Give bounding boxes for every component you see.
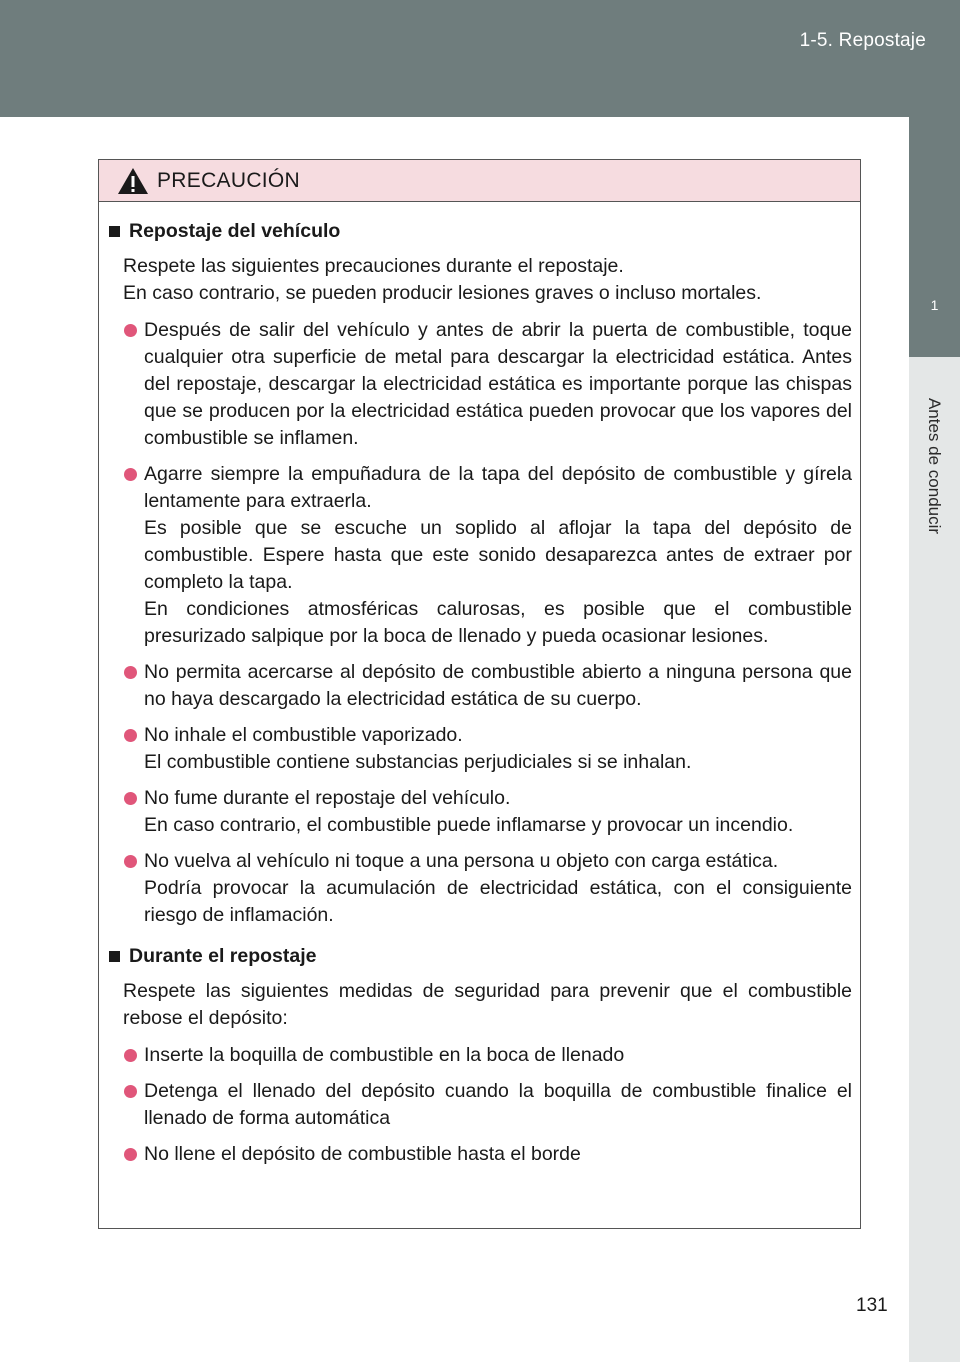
bullet-text: Después de salir del vehículo y antes de abrir la puerta de combustible, toque cualquier otra superficie de metal para descargar la electricidad estática. Antes del repostaje, descargar la electricidad estática es importante porque las chispas que se producen por la electricidad estática pueden provocar que los vapores del combustible se inflamen. <box>144 319 852 449</box>
caution-title: PRECAUCIÓN <box>157 168 301 192</box>
bullet-text: Agarre siempre la empuñadura de la tapa del depósito de combustible y gírela lentamente para extraerla. <box>144 463 852 512</box>
bullet-text: Detenga el llenado del depósito cuando la boquilla de combustible finalice el llenado de forma automática <box>144 1080 852 1129</box>
bullet-dot-icon <box>124 792 137 805</box>
bullet-text: Es posible que se escuche un soplido al aflojar la tapa del depósito de combustible. Espere hasta que este sonido desaparezca antes de extraer por completo la tapa. <box>144 517 852 593</box>
list-item <box>144 1078 852 1132</box>
section-heading-during-refueling <box>107 943 852 970</box>
list-item <box>144 317 852 452</box>
heading-text: Repostaje del vehículo <box>129 220 341 242</box>
bullet-text: No inhale el combustible vaporizado. <box>144 724 463 746</box>
heading-text: Durante el repostaje <box>129 945 317 967</box>
intro-refueling <box>123 253 852 307</box>
intro-line: En caso contrario, se pueden producir lesiones graves o incluso mortales. <box>123 282 762 304</box>
caution-header <box>99 160 860 202</box>
bullet-text: El combustible contiene substancias perjudiciales si se inhalan. <box>144 751 692 773</box>
intro-during-refueling <box>123 978 852 1032</box>
bullet-text: Inserte la boquilla de combustible en la boca de llenado <box>144 1044 625 1066</box>
bullet-text: En condiciones atmosféricas calurosas, es posible que el combustible presurizado salpique por la boca de llenado y pueda ocasionar lesiones. <box>144 598 852 647</box>
list-item <box>144 785 852 839</box>
bullet-text: En caso contrario, el combustible puede inflamarse y provocar un incendio. <box>144 814 794 836</box>
warning-triangle-icon <box>117 167 149 195</box>
square-bullet-icon <box>109 226 120 237</box>
bullet-dot-icon <box>124 1085 137 1098</box>
chapter-number: 1 <box>930 297 939 313</box>
bullet-dot-icon <box>124 468 137 481</box>
caution-box <box>98 159 861 1229</box>
bullet-dot-icon <box>124 855 137 868</box>
chapter-tab <box>909 117 960 357</box>
bullet-dot-icon <box>124 1049 137 1062</box>
list-item <box>144 1141 852 1168</box>
bullet-text: Podría provocar la acumulación de electricidad estática, con el consiguiente riesgo de inflamación. <box>144 877 852 926</box>
list-item <box>144 659 852 713</box>
intro-line: Respete las siguientes precauciones durante el repostaje. <box>123 255 624 277</box>
chapter-label: Antes de conducir <box>925 397 944 535</box>
header-band <box>0 0 960 117</box>
list-item <box>144 461 852 650</box>
section-title: 1-5. Repostaje <box>799 30 926 51</box>
caution-body <box>99 202 860 1168</box>
list-item <box>144 722 852 776</box>
bullet-text: No llene el depósito de combustible hasta el borde <box>144 1143 581 1165</box>
intro-line: Respete las siguientes medidas de seguridad para prevenir que el combustible rebose el depósito: <box>123 980 852 1029</box>
bullet-dot-icon <box>124 729 137 742</box>
list-item <box>144 1042 852 1069</box>
bullet-text: No vuelva al vehículo ni toque a una persona u objeto con carga estática. <box>144 850 779 872</box>
bullet-dot-icon <box>124 666 137 679</box>
section-heading-refueling <box>107 218 852 245</box>
square-bullet-icon <box>109 951 120 962</box>
bullet-text: No fume durante el repostaje del vehículo. <box>144 787 511 809</box>
list-item <box>144 848 852 929</box>
page-number: 131 <box>856 1295 888 1316</box>
bullet-text: No permita acercarse al depósito de combustible abierto a ninguna persona que no haya descargado la electricidad estática de su cuerpo. <box>144 661 852 710</box>
bullet-dot-icon <box>124 1148 137 1161</box>
bullet-dot-icon <box>124 324 137 337</box>
